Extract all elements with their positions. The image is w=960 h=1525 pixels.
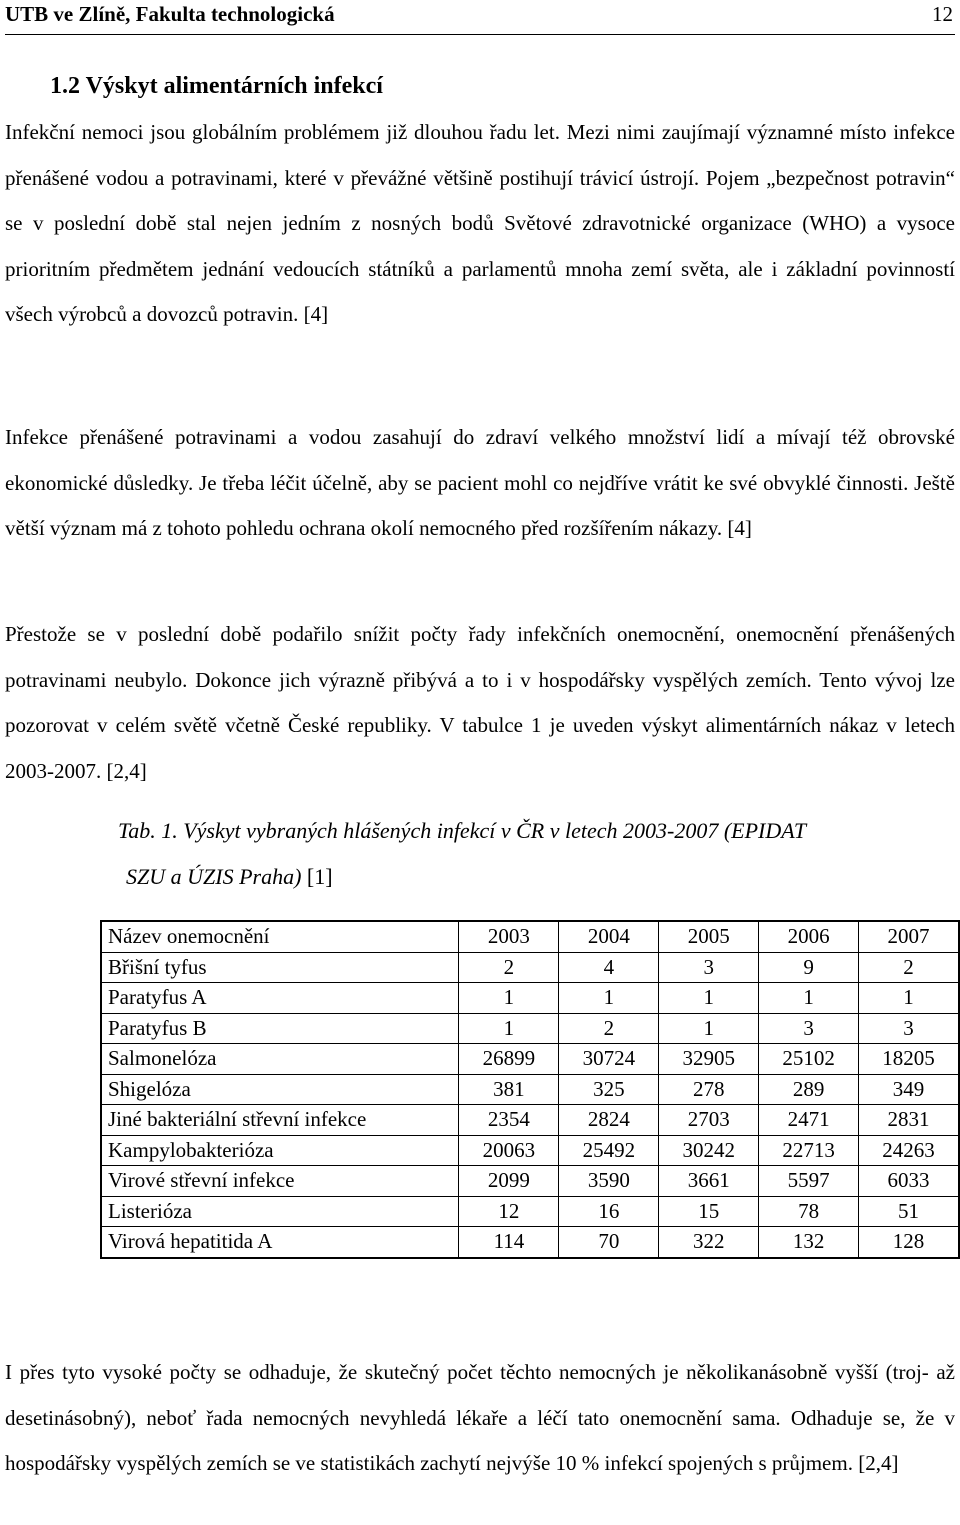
infections-table: [100, 920, 960, 1259]
table-row: [101, 1013, 959, 1044]
table-cell-value: 12: [459, 1196, 559, 1227]
table-cell-value: 32905: [659, 1044, 759, 1075]
table-cell-value: 3: [659, 952, 759, 983]
table-cell-value: 1: [459, 1013, 559, 1044]
paragraph-2: Infekce přenášené potravinami a vodou zasahují do zdraví velkého množství lidí a mívají též obrovské ekonomické důsledky. Je třeba léčit účelně, aby se pacient mohl co nejdříve vrátit ke své obvyklé činnosti. Ještě větší význam má z tohoto pohledu ochrana okolí nemocného před rozšířením nákazy. [4]: [5, 425, 955, 540]
table-cell-value: 1: [659, 1013, 759, 1044]
table-cell-value: 2471: [759, 1105, 859, 1136]
table-cell-value: 3: [759, 1013, 859, 1044]
table-cell-value: 70: [559, 1227, 659, 1258]
table-cell-value: 26899: [459, 1044, 559, 1075]
table-cell-value: 30724: [559, 1044, 659, 1075]
table-header-cell: 2006: [759, 921, 859, 952]
table-header-row: [101, 921, 959, 952]
table-cell-value: 4: [559, 952, 659, 983]
table-row: [101, 1227, 959, 1258]
paragraph-4: I přes tyto vysoké počty se odhaduje, že skutečný počet těchto nemocných je několikanásobně vyšší (troj- až desetinásobný), neboť řada nemocných nevyhledá lékaře a léčí tato onemocnění sama. Odhaduje se, že v hospodářsky vyspělých zemích se ve statistikách zachytí nejvýše 10 % infekcí spojených s průjmem. [2,4]: [5, 1360, 955, 1475]
table-cell-value: 2099: [459, 1166, 559, 1197]
infections-table-body: [101, 921, 959, 1258]
table-cell-value: 16: [559, 1196, 659, 1227]
table-cell-value: 6033: [859, 1166, 959, 1197]
table-row: [101, 1105, 959, 1136]
caption-line-2-wrap: [118, 854, 958, 900]
page-number: 12: [932, 2, 953, 26]
table-header-cell: 2005: [659, 921, 759, 952]
table-cell-value: 1: [459, 983, 559, 1014]
table-cell-disease: Shigelóza: [101, 1074, 459, 1105]
table-cell-value: 20063: [459, 1135, 559, 1166]
table-cell-value: 2: [459, 952, 559, 983]
table-cell-value: 322: [659, 1227, 759, 1258]
table-cell-value: 5597: [759, 1166, 859, 1197]
table-row: [101, 1196, 959, 1227]
table-cell-value: 132: [759, 1227, 859, 1258]
caption-line-2: SZU a ÚZIS Praha): [126, 864, 302, 889]
table-cell-disease: Jiné bakteriální střevní infekce: [101, 1105, 459, 1136]
table-row: [101, 1044, 959, 1075]
table-cell-disease: Virová hepatitida A: [101, 1227, 459, 1258]
table-cell-disease: Kampylobakterióza: [101, 1135, 459, 1166]
table-cell-value: 24263: [859, 1135, 959, 1166]
header-institution: UTB ve Zlíně, Fakulta technologická: [5, 2, 335, 26]
table-cell-value: 128: [859, 1227, 959, 1258]
caption-line-1: Tab. 1. Výskyt vybraných hlášených infekcí v ČR v letech 2003-2007 (EPIDAT: [118, 818, 807, 843]
paragraph-3: Přestože se v poslední době podařilo snížit počty řady infekčních onemocnění, onemocnění přenášených potravinami neubylo. Dokonce jich výrazně přibývá a to i v hospodářsky vyspělých zemích. Tento vývoj lze pozorovat v celém světě včetně České republiky. V tabulce 1 je uveden výskyt alimentárních nákaz v letech 2003-2007. [2,4]: [5, 622, 955, 783]
table-cell-value: 2831: [859, 1105, 959, 1136]
table-row: [101, 983, 959, 1014]
table-cell-disease: Listerióza: [101, 1196, 459, 1227]
table-header-cell: 2004: [559, 921, 659, 952]
table-cell-value: 289: [759, 1074, 859, 1105]
table-caption: [118, 808, 958, 900]
table-header-cell: 2007: [859, 921, 959, 952]
table-cell-disease: Salmonelóza: [101, 1044, 459, 1075]
table-cell-value: 3: [859, 1013, 959, 1044]
table-header-cell: 2003: [459, 921, 559, 952]
table-cell-value: 1: [559, 983, 659, 1014]
table-cell-value: 2: [559, 1013, 659, 1044]
paragraph-1: Infekční nemoci jsou globálním problémem již dlouhou řadu let. Mezi nimi zaujímají významné místo infekce přenášené vodou a potravinami, které v převážné většině postihují trávicí ústrojí. Pojem „bezpečnost potravin“ se v poslední době stal nejen jedním z nosných bodů Světové zdravotnické organizace (WHO) a vysoce prioritním předmětem jednání vedoucích státníků a parlamentů mnoha zemí světa, ale i základní povinností všech výrobců a dovozců potravin. [4]: [5, 120, 955, 326]
table-cell-value: 325: [559, 1074, 659, 1105]
table-row: [101, 1166, 959, 1197]
table-cell-value: 25492: [559, 1135, 659, 1166]
table-cell-value: 1: [759, 983, 859, 1014]
table-cell-disease: Paratyfus B: [101, 1013, 459, 1044]
section-title: 1.2 Výskyt alimentárních infekcí: [50, 73, 383, 99]
table-row: [101, 952, 959, 983]
table-cell-value: 3661: [659, 1166, 759, 1197]
table-cell-value: 18205: [859, 1044, 959, 1075]
page-header: [5, 0, 955, 35]
table-cell-value: 30242: [659, 1135, 759, 1166]
table-cell-value: 51: [859, 1196, 959, 1227]
table-cell-value: 349: [859, 1074, 959, 1105]
table-cell-value: 3590: [559, 1166, 659, 1197]
table-cell-value: 22713: [759, 1135, 859, 1166]
table-cell-value: 278: [659, 1074, 759, 1105]
caption-reference: [1]: [306, 864, 333, 889]
table-header-cell: Název onemocnění: [101, 921, 459, 952]
table-cell-value: 2: [859, 952, 959, 983]
table-row: [101, 1135, 959, 1166]
table-row: [101, 1074, 959, 1105]
table-cell-value: 114: [459, 1227, 559, 1258]
table-cell-disease: Paratyfus A: [101, 983, 459, 1014]
table-cell-value: 2703: [659, 1105, 759, 1136]
table-cell-value: 1: [859, 983, 959, 1014]
table-cell-value: 381: [459, 1074, 559, 1105]
table-cell-value: 25102: [759, 1044, 859, 1075]
table-cell-value: 9: [759, 952, 859, 983]
table-cell-value: 2824: [559, 1105, 659, 1136]
table-cell-value: 1: [659, 983, 759, 1014]
table-cell-disease: Virové střevní infekce: [101, 1166, 459, 1197]
table-cell-disease: Břišní tyfus: [101, 952, 459, 983]
table-cell-value: 78: [759, 1196, 859, 1227]
table-cell-value: 2354: [459, 1105, 559, 1136]
table-cell-value: 15: [659, 1196, 759, 1227]
